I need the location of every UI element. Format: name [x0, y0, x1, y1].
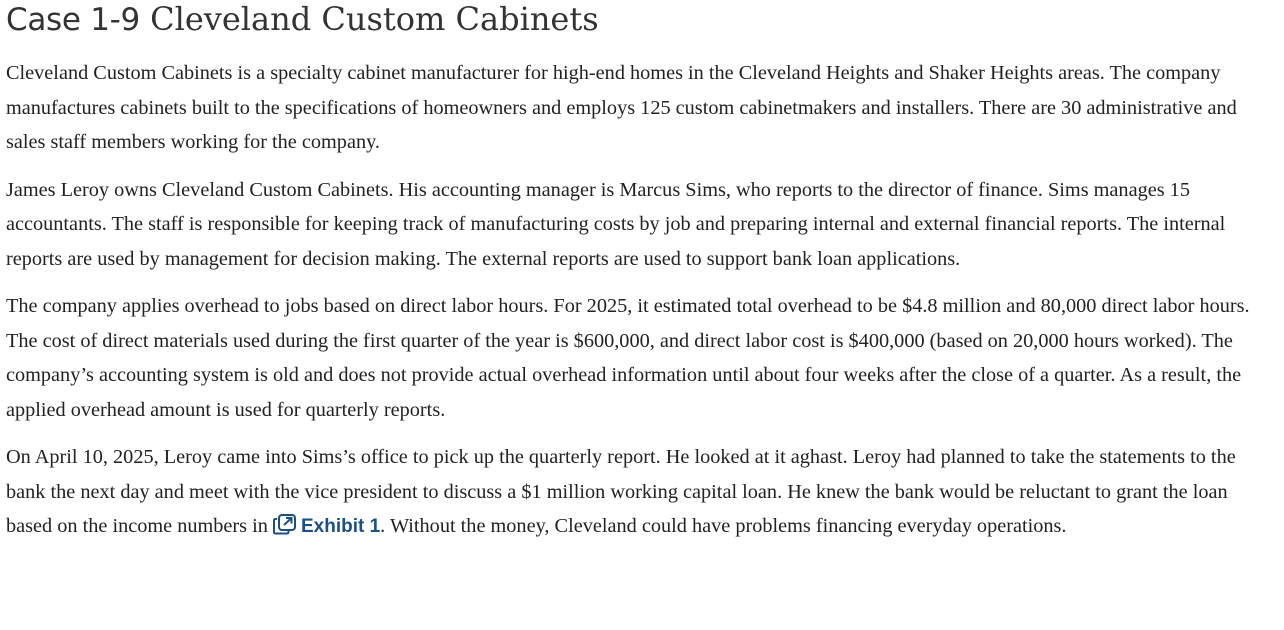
- exhibit-1-link-label: Exhibit 1: [300, 516, 381, 537]
- case-name: Cleveland Custom Cabinets: [150, 0, 599, 38]
- paragraph-quarterly-report: [6, 440, 1278, 545]
- case-title: [6, 0, 1278, 40]
- paragraph-overhead: The company applies overhead to jobs based on direct labor hours. For 2025, it estimated total overhead to be $4.8 million and 80,000 direct labor hours. The cost of direct materials used during the first quarter of the year is $600,000, and direct labor cost is $400,000 (based on 20,000 hours worked). The company’s accounting system is old and does not provide actual overhead information until about four weeks after the close of a quarter. As a result, the applied overhead amount is used for quarterly reports.: [6, 295, 1250, 421]
- paragraph-company-overview: Cleveland Custom Cabinets is a specialty cabinet manufacturer for high-end homes in the Cleveland Heights and Shaker Heights areas. The company manufactures cabinets built to the specifications of homeowners and employs 125 custom cabinetmakers and installers. There are 30 administrative and sales staff members working for the company.: [6, 62, 1237, 153]
- paragraph-accounting-staff: James Leroy owns Cleveland Custom Cabinets. His accounting manager is Marcus Sims, who reports to the director of finance. Sims manages 15 accountants. The staff is responsible for keeping track of manufacturing costs by job and preparing internal and external financial reports. The internal reports are used by management for decision making. The external reports are used to support bank loan applications.: [6, 178, 1226, 270]
- paragraph-text-before-link: On April 10, 2025, Leroy came into Sims’s office to pick up the quarterly report. He looked at it aghast. Leroy had planned to take the statements to the bank the next day and meet with the vice president to discuss a $1 million working capital loan. He knew the bank would be reluctant to grant the loan based on the income numbers in: [6, 446, 1236, 537]
- paragraph-text-after-link: . Without the money, Cleveland could have problems financing everyday operations.: [380, 515, 1067, 537]
- exhibit-1-link[interactable]: [273, 516, 380, 537]
- case-number: Case 1-9: [6, 2, 140, 38]
- external-link-icon: [273, 513, 297, 535]
